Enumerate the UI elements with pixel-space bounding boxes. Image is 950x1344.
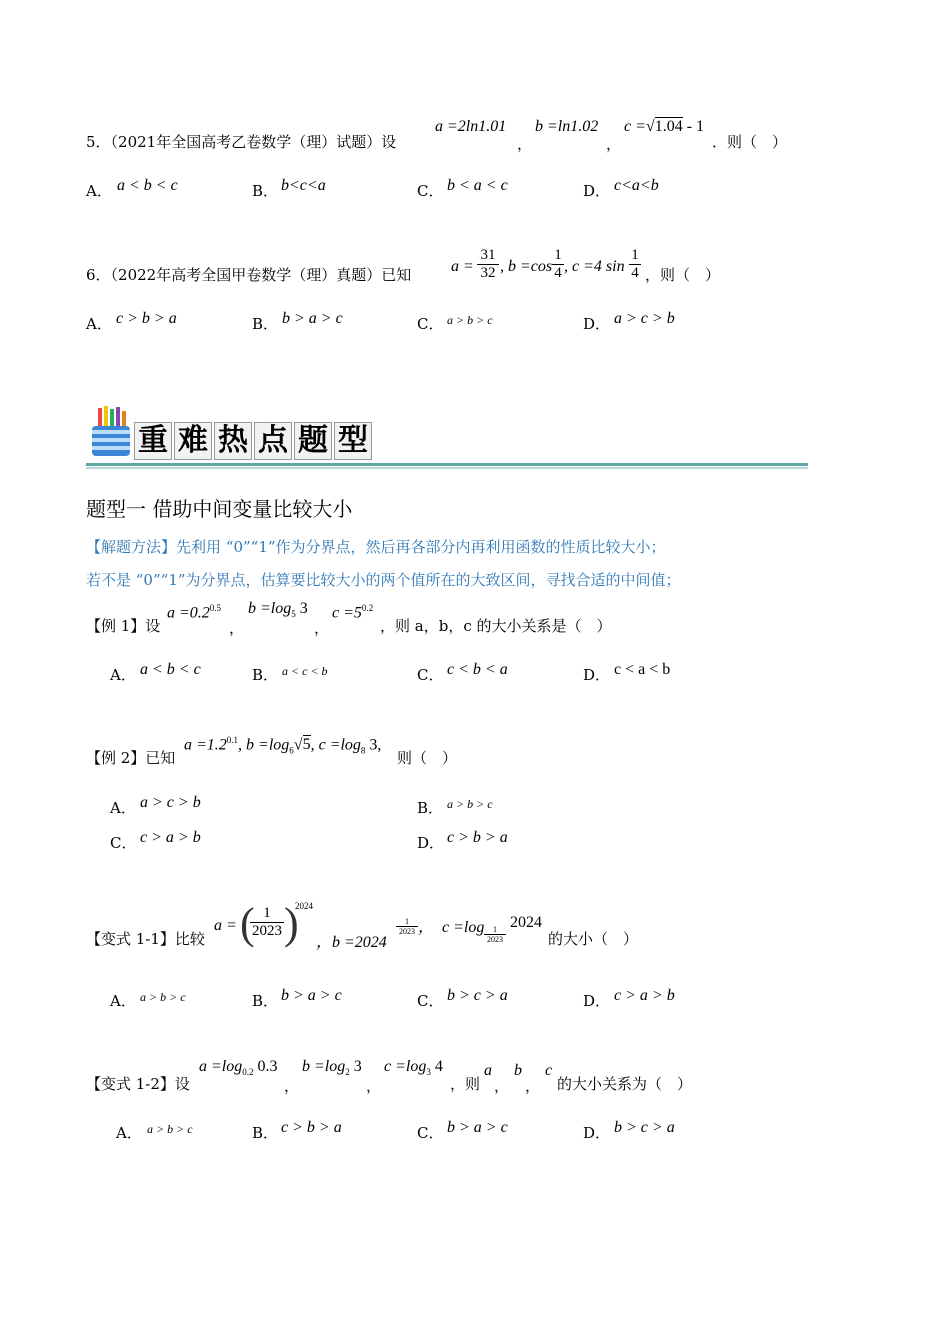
v11-tail: 的大小（ ） — [548, 930, 639, 948]
ex2-tail: 则（ ） — [397, 749, 458, 767]
ex2-option-b[interactable]: a > b > c — [447, 797, 493, 811]
v12-b-expr: $b =\log_2$ 3 — [302, 1058, 362, 1078]
ex2-option-c[interactable]: c > a > b — [140, 829, 201, 846]
v11-a-fraction: $\frac{1}{2023}$ — [252, 905, 282, 939]
banner-divider — [86, 463, 808, 466]
method-line-2: 若不是 “0”“1”为分界点，估算要比较大小的两个值所在的大致区间，寻找合适的中间值； — [86, 571, 681, 589]
banner-title: 重 难 热 点 题 型 — [134, 422, 374, 460]
v12-option-b[interactable]: c > b > a — [281, 1119, 342, 1136]
v12-option-c[interactable]: b > a > c — [447, 1119, 508, 1136]
ex2-expr: $a =1.2^{0.1}$, $b =\log_6√5$, $c =\log_8$ 3, — [184, 735, 382, 756]
section-title: 题型一 借助中间变量比较大小 — [86, 497, 353, 521]
q5-stem: 5．（2021年全国高考乙卷数学（理）试题）设 — [86, 133, 397, 151]
q5-a-expr: a =2ln1.01 — [435, 118, 507, 135]
ex1-b-expr: $b =\log_5$ 3 — [248, 600, 308, 620]
ex1-stem: 【例 1】设 — [86, 617, 161, 635]
v11-stem: 【变式 1-1】比较 — [86, 930, 205, 948]
ex1-a-expr: $a =0.2^{0.5}$ — [167, 603, 222, 622]
v12-c-expr: $c =\log_3$ 4 — [384, 1058, 443, 1078]
ex1-tail: ，则 a，b，c 的大小关系是（ ） — [380, 617, 612, 635]
q6-option-a[interactable]: c > b > a — [116, 310, 177, 327]
v12-option-a[interactable]: a > b > c — [147, 1122, 193, 1136]
method-line-1: 【解题方法】先利用 “0”“1”作为分界点，然后再各部分内再利用函数的性质比较大小； — [86, 538, 666, 556]
q5-c-expr: c =√1.04 - 1 — [624, 118, 705, 135]
v11-option-d[interactable]: c > a > b — [614, 987, 675, 1004]
v11-option-c[interactable]: b > c > a — [447, 987, 508, 1004]
ex2-option-d[interactable]: c > b > a — [447, 829, 508, 846]
q5-option-c[interactable]: b < a < c — [447, 177, 508, 194]
ex1-option-b[interactable]: a < c < b — [282, 664, 328, 678]
v11-b-exponent: $\frac{1}{2023}$ — [396, 917, 418, 936]
v11-option-b[interactable]: b > a > c — [281, 987, 342, 1004]
v12-tail: 的大小关系为（ ） — [557, 1075, 693, 1093]
q6-stem: 6．（2022年高考全国甲卷数学（理）真题）已知 — [86, 266, 412, 284]
pencil-cup-icon — [88, 406, 132, 458]
q6-b-fraction: $\frac{1}{4}$ — [552, 247, 564, 282]
left-paren: ( — [240, 899, 255, 948]
q6-tail: ，则（ ） — [645, 266, 721, 284]
ex2-option-a[interactable]: a > c > b — [140, 794, 201, 811]
banner-divider-shadow — [86, 467, 808, 469]
q6-option-c[interactable]: a > b > c — [447, 313, 493, 327]
q5-option-b[interactable]: b<c<a — [281, 177, 326, 194]
method-tag: 【解题方法】 — [86, 538, 177, 556]
v11-option-a[interactable]: a > b > c — [140, 990, 186, 1004]
v11-c-base: $\frac{1}{2023}$ — [484, 925, 506, 944]
q5-option-a[interactable]: a < b < c — [117, 177, 178, 194]
ex2-stem: 【例 2】已知 — [86, 749, 176, 767]
ex1-c-expr: $c =5^{0.2}$ — [332, 603, 374, 622]
q5-b-expr: b =ln1.02 — [535, 118, 599, 135]
q6-c-fraction: $\frac{1}{4}$ — [629, 247, 641, 282]
q5-tail: ．则（ ） — [712, 133, 788, 151]
q5-option-d[interactable]: c<a<b — [614, 177, 659, 194]
right-paren: ) — [284, 899, 299, 948]
v12-a-expr: $a =\log_{0.2}$ 0.3 — [199, 1058, 278, 1078]
ex1-option-d[interactable]: c < a < b — [614, 661, 671, 678]
v12-option-d[interactable]: b > c > a — [614, 1119, 675, 1136]
q6-option-d[interactable]: a > c > b — [614, 310, 675, 327]
ex1-option-a[interactable]: a < b < c — [140, 661, 201, 678]
q6-a-fraction: $\frac{31}{32}$ — [477, 247, 499, 282]
ex1-option-c[interactable]: c < b < a — [447, 661, 508, 678]
v12-stem: 【变式 1-2】设 — [86, 1075, 190, 1093]
q6-option-b[interactable]: b > a > c — [282, 310, 343, 327]
